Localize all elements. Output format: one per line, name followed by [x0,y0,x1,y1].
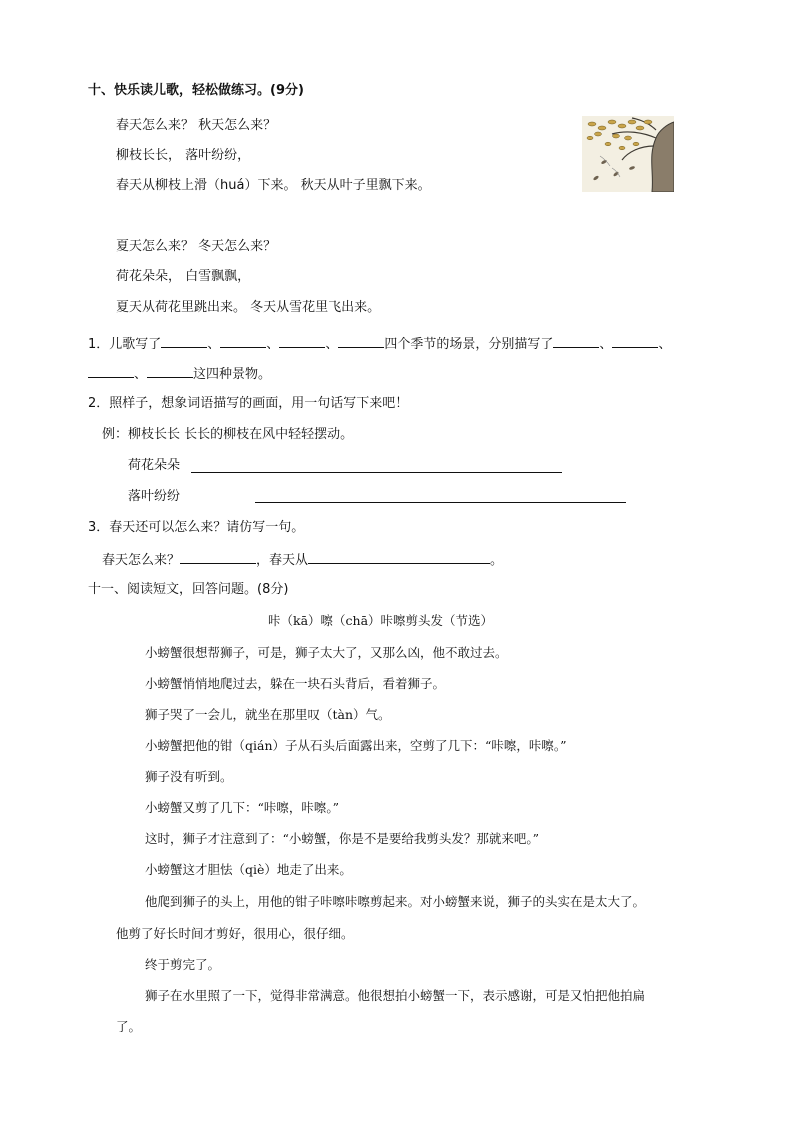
section-11-title: 十一、阅读短文，回答问题。(8分) [88,582,289,597]
story-paragraph: 狮子没有听到。 [145,769,233,784]
poem-line-1: 春天怎么来？ 秋天怎么来？ [116,118,277,133]
blank[interactable] [147,364,193,378]
story-paragraph: 这时，狮子才注意到了：“小螃蟹，你是不是要给我剪头发？那就来吧。” [145,831,540,846]
answer-line[interactable] [191,472,562,473]
story-paragraph: 狮子在水里照了一下，觉得非常满意。他很想拍小螃蟹一下，表示感谢，可是又怕把他拍扁 [145,988,646,1003]
blank[interactable] [308,550,490,564]
question-1-line-1: 1．儿歌写了 、 、 、 四个季节的场景，分别描写了 、 、 [88,334,671,354]
blank[interactable] [88,364,134,378]
question-3-answer-line: 春天怎么来？ ，春天从 。 [102,550,503,570]
autumn-tree-illustration [582,116,674,192]
story-paragraph: 小螃蟹把他的钳（qián）子从石头后面露出来，空剪了几下：“咔嚓，咔嚓。” [145,738,567,753]
story-title: 咔（kā）嚓（chā）咔嚓剪头发（节选） [268,613,494,628]
story-paragraph: 小螃蟹很想帮狮子，可是，狮子太大了，又那么凶，他不敢过去。 [145,645,508,660]
question-2-example: 例：柳枝长长 长长的柳枝在风中轻轻摆动。 [102,427,354,442]
blank[interactable] [338,334,384,348]
story-paragraph: 小螃蟹这才胆怯（qiè）地走了出来。 [145,862,352,877]
blank[interactable] [553,334,599,348]
poem-line-3: 春天从柳枝上滑（huá）下来。 秋天从叶子里飘下来。 [116,178,431,193]
blank[interactable] [612,334,658,348]
question-2-item-1: 荷花朵朵 [128,458,181,473]
story-paragraph-continued: 了。 [116,1019,142,1034]
story-paragraph: 小螃蟹又剪了几下：“咔嚓，咔嚓。” [145,800,340,815]
poem-line-4: 夏天怎么来？ 冬天怎么来？ [116,239,277,254]
blank[interactable] [161,334,207,348]
question-1-line-2: 、 这四种景物。 [88,364,271,384]
story-paragraph-continued: 他剪了好长时间才剪好，很用心，很仔细。 [116,926,354,941]
question-3-prompt: 3．春天还可以怎么来？请仿写一句。 [88,520,305,535]
blank[interactable] [180,550,256,564]
answer-line[interactable] [255,502,626,503]
section-10-title: 十、快乐读儿歌，轻松做练习。(9分) [88,83,304,98]
poem-line-5: 荷花朵朵， 白雪飘飘， [116,269,251,284]
blank[interactable] [220,334,266,348]
question-2-prompt: 2．照样子，想象词语描写的画面，用一句话写下来吧！ [88,396,409,411]
poem-line-6: 夏天从荷花里跳出来。 冬天从雪花里飞出来。 [116,300,381,315]
story-paragraph: 小螃蟹悄悄地爬过去，躲在一块石头背后，看着狮子。 [145,676,446,691]
story-paragraph: 狮子哭了一会儿，就坐在那里叹（tàn）气。 [145,707,391,722]
story-paragraph: 终于剪完了。 [145,957,221,972]
blank[interactable] [279,334,325,348]
story-paragraph: 他爬到狮子的头上，用他的钳子咔嚓咔嚓剪起来。对小螃蟹来说，狮子的头实在是太大了。 [145,894,646,909]
question-2-item-2: 落叶纷纷 [128,489,181,504]
poem-line-2: 柳枝长长， 落叶纷纷， [116,148,251,163]
